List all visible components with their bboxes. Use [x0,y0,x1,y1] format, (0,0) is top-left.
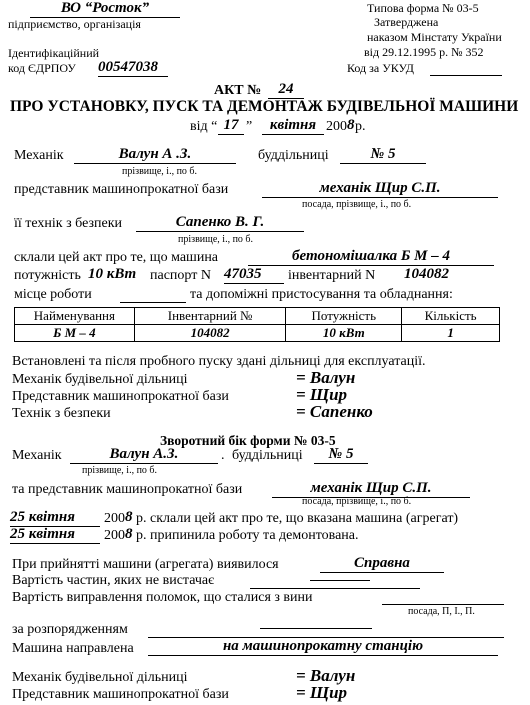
reverse-site-mechanic-label: Механік будівельної дільниці [12,670,188,685]
site-number: № 5 [340,146,426,164]
reverse-rental-signature: = Щир [296,683,348,702]
act-date-year-pre: 200 [326,119,347,134]
date1-text: р. склали цей акт про те, що вказана машина (агрегат) [136,511,459,526]
rental-rep-caption: посада, прізвище, і., по б. [302,199,412,210]
order-line-2 [260,628,372,629]
table-header: Інвентарний № [134,308,286,325]
act-date-month: квітня [262,117,324,135]
missing-parts-label: Вартість частин, яких не вистачає [12,573,215,588]
site-mechanic-label: Механік будівельної дільниці [12,372,188,387]
approved-text: Затверджена [374,15,439,29]
order-date: від 29.12.1995 р. № 352 [364,45,484,59]
repair-label: Вартість виправлення поломок, що сталися з вини [12,590,313,605]
date1-year-pre: 200 [104,511,125,526]
order-text: наказом Мінстату України [367,30,502,44]
rental-rep-label: представник машинопрокатної бази [14,182,229,197]
table-cell: Б М – 4 [15,325,135,342]
id-label: Ідентифікаційний [8,46,100,60]
table-cell: 1 [402,325,500,342]
location-field[interactable] [120,302,186,303]
table-cell: 10 кВт [286,325,402,342]
mechanic-name: Валун А .З. [74,146,236,164]
site-mechanic-signature: = Валун [296,368,356,387]
date2-year-last: 8 [125,526,133,542]
ukud-field[interactable] [430,75,502,76]
location-tail: та допоміжні пристосування та обладнання: [190,287,453,302]
table-cell: 104082 [134,325,286,342]
mechanic-label: Механік [14,148,64,163]
table-header: Найменування [15,308,135,325]
edrpou-value: 00547038 [98,59,168,77]
passport-value: 47035 [224,266,284,284]
form-type: Типова форма № 03-5 [367,1,479,15]
reverse-heading: Зворотний бік форми № 03-5 [160,433,336,448]
mechanic-caption: прізвище, і., по б. [122,166,198,177]
ukud-label: Код за УКУД [347,61,414,75]
machine-name: бетономішалка Б М – 4 [248,248,494,266]
inventory-value: 104082 [404,266,449,282]
safety-name: Сапенко В. Г. [136,214,304,232]
acceptance-value: Справна [320,555,444,573]
location-label: місце роботи [14,287,92,302]
reverse-rental-sign-label: Представник машинопрокатної бази [12,687,229,702]
inventory-label: інвентарний N [288,268,376,283]
repair-caption: посада, П, І., П. [408,606,475,617]
repair-field[interactable] [382,604,504,605]
acceptance-label: При прийнятті машини (агрегата) виявилося [12,557,279,572]
act-date-year-last: 8 [347,117,355,133]
reverse-site-label: буддільниці [232,448,303,463]
act-date-prefix: від “ [190,119,218,134]
org-caption: підприємство, організація [8,17,141,31]
table-header: Потужність [286,308,402,325]
reverse-rental-value: механік Щир С.П. [272,480,470,498]
rental-rep-value: механік Щир С.П. [262,180,498,198]
power-label: потужність [14,268,81,283]
date2-text: р. припинила роботу та демонтована. [136,528,359,543]
date1-year-last: 8 [125,509,133,525]
power-value: 10 кВт [88,266,137,282]
org-name: ВО “Росток” [30,0,180,18]
site-label: буддільниці [258,148,329,163]
reverse-site-mechanic-signature: = Валун [296,666,356,685]
act-heading: ПРО УСТАНОВКУ, ПУСК ТА ДЕМОНТАЖ БУДІВЕЛЬНОЇ МАШИНИ [10,98,519,115]
machine-intro: склали цей акт про те, що машина [14,250,219,265]
date2-year-pre: 200 [104,528,125,543]
reverse-mechanic-dot: . [221,448,225,463]
act-date-mid: ” [246,119,253,134]
safety-tech-label: Технік з безпеки [12,406,111,421]
rental-label: Представник машинопрокатної бази [12,389,229,404]
rental-signature: = Щир [296,385,348,404]
date1: 25 квітня [10,509,100,527]
reverse-site-number: № 5 [314,446,368,464]
safety-label: її технік з безпеки [14,216,122,231]
reverse-mechanic-name: Валун А.З. [70,446,218,464]
installation-statement: Встановлені та після пробного пуску здані дільниці для експлуатації. [12,354,426,369]
table-row [15,325,500,342]
edrpou-label: код ЄДРПОУ [8,61,76,75]
passport-label: паспорт N [150,268,211,283]
table-header-row [15,308,500,325]
sent-value: на машинопрокатну станцію [148,638,498,656]
safety-caption: прізвище, і., по б. [178,234,254,245]
act-date-suffix: р. [355,119,366,134]
act-number: 24 [268,81,304,99]
date2: 25 квітня [10,526,100,544]
reverse-mechanic-caption: прізвище, і., по б. [82,465,158,476]
missing-parts-line-2 [310,580,370,581]
table-header: Кількість [402,308,500,325]
order-label: за розпорядженням [12,622,128,637]
reverse-rental-label: та представник машинопрокатної бази [12,482,243,497]
safety-tech-signature: = Сапенко [296,402,373,421]
sent-label: Машина направлена [12,641,134,656]
reverse-mechanic-label: Механік [12,448,62,463]
equipment-table [14,307,500,342]
reverse-rental-caption: посада, прізвище, і., по б. [302,496,412,507]
missing-parts-field[interactable] [250,588,420,589]
act-date-day: 17 [218,117,244,135]
act-label: АКТ № [214,83,262,98]
